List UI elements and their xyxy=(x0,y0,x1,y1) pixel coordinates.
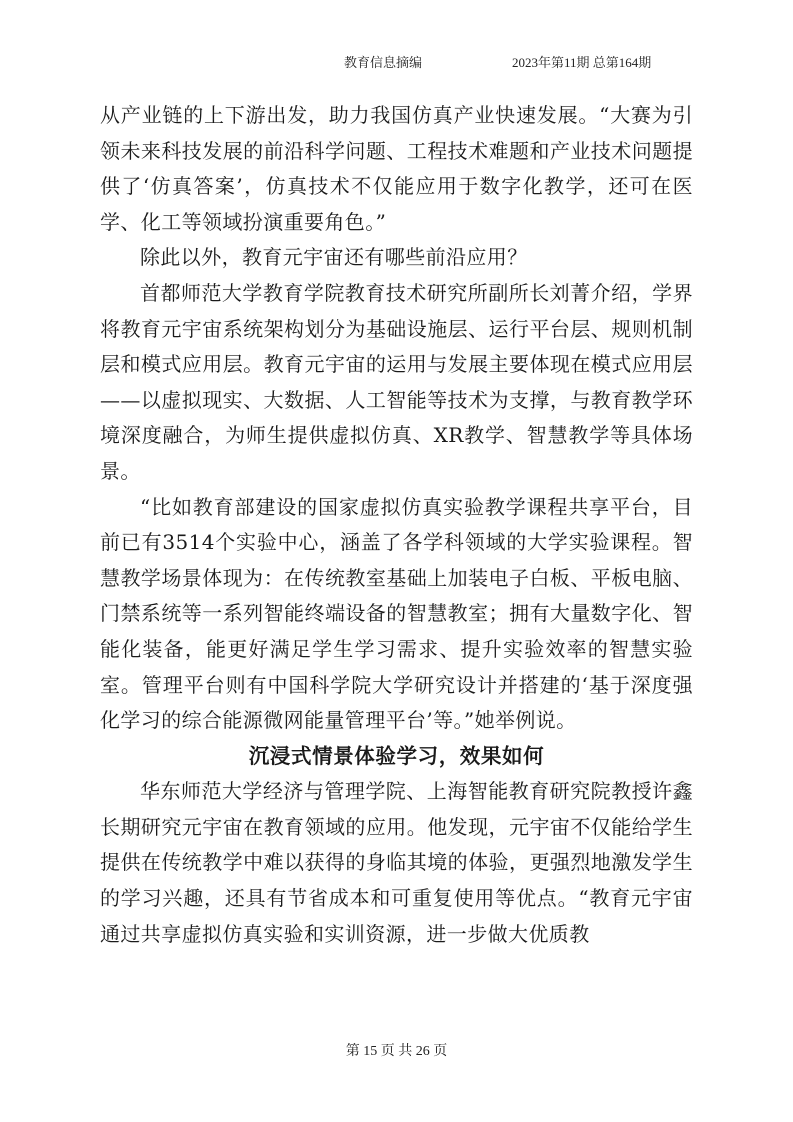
paragraph-xu-xin: 华东师范大学经济与管理学院、上海智能教育研究院教授许鑫长期研究元宇宙在教育领域的应用。他发现，元宇宙不仅能给学生提供在传统教学中难以获得的身临其境的体验，更强烈地激发学生的学习兴趣，还具有节省成本和可重复使用等优点。“教育元宇宙通过共享虚拟仿真实验和实训资源，进一步做大优质教 xyxy=(100,779,693,946)
paragraph-liu-jing: 首都师范大学教育学院教育技术研究所副所长刘菁介绍，学界将教育元宇宙系统架构划分为基础设施层、运行平台层、规则机制层和模式应用层。教育元宇宙的运用与发展主要体现在模式应用层——以虚拟现实、大数据、人工智能等技术为支撑，与教育教学环境深度融合，为师生提供虚拟仿真、XR教学、智慧教学等具体场景。 xyxy=(100,280,693,483)
paragraph-question: 除此以外，教育元宇宙还有哪些前沿应用？ xyxy=(140,245,528,270)
paragraph-example-quote: “比如教育部建设的国家虚拟仿真实验教学课程共享平台，目前已有3514个实验中心，涵盖了各学科领域的大学实验课程。智慧教学场景体现为：在传统教室基础上加装电子白板、平板电脑、门禁系统等一系列智能终端设备的智慧教室；拥有大量数字化、智能化装备，能更好满足学生学习需求、提升实验效率的智慧实验室。管理平台则有中国科学院大学研究设计并搭建的‘基于深度强化学习的综合能源微网能量管理平台’等。”她举例说。 xyxy=(100,494,693,733)
article-body xyxy=(100,98,693,952)
page-header xyxy=(0,52,793,72)
section-heading: 沉浸式情景体验学习，效果如何 xyxy=(248,743,545,768)
paragraph-continuation: 从产业链的上下游出发，助力我国仿真产业快速发展。“大赛为引领未来科技发展的前沿科学问题、工程技术难题和产业技术问题提供了‘仿真答案’，仿真技术不仅能应用于数字化教学，还可在医学、化工等领域扮演重要角色。” xyxy=(100,103,693,234)
publication-title: 教育信息摘编 xyxy=(344,55,423,70)
issue-number: 2023年第11期 总第164期 xyxy=(512,55,652,70)
page-number: 第 15 页 共 26 页 xyxy=(345,1044,448,1059)
